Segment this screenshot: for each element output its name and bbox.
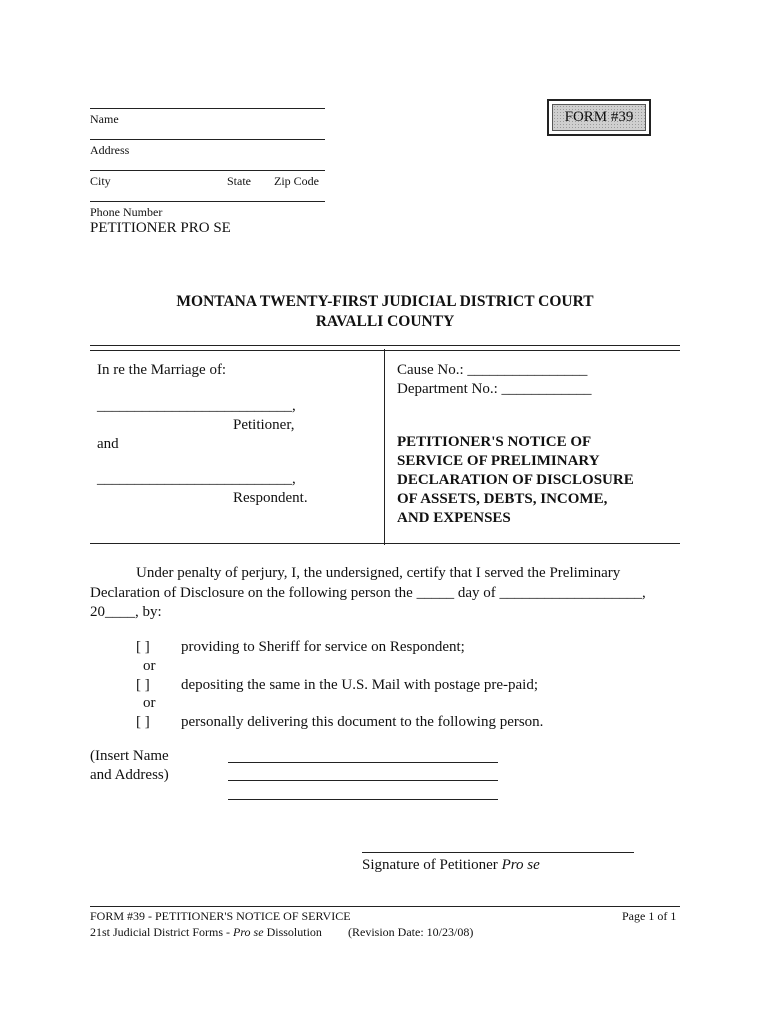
footer-revision-date: (Revision Date: 10/23/08) xyxy=(348,925,474,939)
and-label: and xyxy=(97,436,119,452)
option-sheriff-text: providing to Sheriff for service on Respondent; xyxy=(181,639,465,655)
footer-page-number: Page 1 of 1 xyxy=(622,909,677,923)
document-title-line1: PETITIONER'S NOTICE OF xyxy=(397,434,592,450)
city-line xyxy=(90,170,325,171)
caption-divider xyxy=(384,349,385,545)
certify-paragraph-line2: Declaration of Disclosure on the following person the _____ day of ___________________, xyxy=(90,585,646,601)
petitioner-name-blank: __________________________, xyxy=(97,398,296,414)
signature-label-italic: Pro se xyxy=(501,857,540,873)
zip-label: Zip Code xyxy=(274,174,319,188)
option-personal-text: personally delivering this document to the following person. xyxy=(181,714,544,730)
insert-line-2[interactable] xyxy=(228,780,498,781)
certify-paragraph-line3: 20____, by: xyxy=(90,604,162,620)
city-label: City xyxy=(90,174,111,188)
address-label: Address xyxy=(90,143,130,157)
footer-form-title: FORM #39 - PETITIONER'S NOTICE OF SERVICE xyxy=(90,909,351,923)
phone-label: Phone Number xyxy=(90,205,163,219)
insert-address-label: and Address) xyxy=(90,767,169,783)
petitioner-label: Petitioner, xyxy=(233,417,295,433)
signature-label xyxy=(362,857,540,874)
footer-forms-prefix: 21st Judicial District Forms - xyxy=(90,925,233,939)
name-label: Name xyxy=(90,112,119,126)
respondent-label: Respondent. xyxy=(233,490,308,506)
state-label: State xyxy=(227,174,251,188)
footer-forms-italic: Pro se xyxy=(233,925,264,939)
option-personal-checkbox[interactable]: [ ] xyxy=(136,714,150,730)
name-line xyxy=(90,108,325,109)
caption-top-border xyxy=(90,345,680,351)
document-title-line3: DECLARATION OF DISCLOSURE xyxy=(397,472,634,488)
option-mail-text: depositing the same in the U.S. Mail with postage pre-paid; xyxy=(181,677,539,693)
form-badge xyxy=(547,99,651,136)
signature-label-text: Signature of Petitioner xyxy=(362,857,502,873)
insert-line-3[interactable] xyxy=(228,799,498,800)
insert-line-1[interactable] xyxy=(228,762,498,763)
footer-forms-line xyxy=(90,925,322,940)
phone-line xyxy=(90,201,325,202)
footer-rule xyxy=(90,906,680,907)
county-title: RAVALLI COUNTY xyxy=(315,313,455,330)
department-number: Department No.: ____________ xyxy=(397,381,592,397)
certify-paragraph-line1: Under penalty of perjury, I, the undersigned, certify that I served the Preliminary xyxy=(136,565,621,581)
cause-number: Cause No.: ________________ xyxy=(397,362,588,378)
signature-line[interactable] xyxy=(362,852,634,853)
in-re-marriage: In re the Marriage of: xyxy=(97,362,227,378)
document-title-line4: OF ASSETS, DEBTS, INCOME, xyxy=(397,491,608,507)
option-sheriff-checkbox[interactable]: [ ] xyxy=(136,639,150,655)
form-badge-label: FORM #39 xyxy=(552,104,646,131)
caption-bottom-border xyxy=(90,543,680,544)
respondent-name-blank: __________________________, xyxy=(97,471,296,487)
address-line xyxy=(90,139,325,140)
option-mail-checkbox[interactable]: [ ] xyxy=(136,677,150,693)
petitioner-pro-se: PETITIONER PRO SE xyxy=(90,220,231,236)
insert-name-label: (Insert Name xyxy=(90,748,169,764)
document-title-line5: AND EXPENSES xyxy=(397,510,511,526)
or-label-2: or xyxy=(143,695,156,711)
or-label-1: or xyxy=(143,658,156,674)
footer-forms-suffix: Dissolution xyxy=(263,925,322,939)
document-title-line2: SERVICE OF PRELIMINARY xyxy=(397,453,600,469)
court-title: MONTANA TWENTY-FIRST JUDICIAL DISTRICT COURT xyxy=(176,293,594,310)
